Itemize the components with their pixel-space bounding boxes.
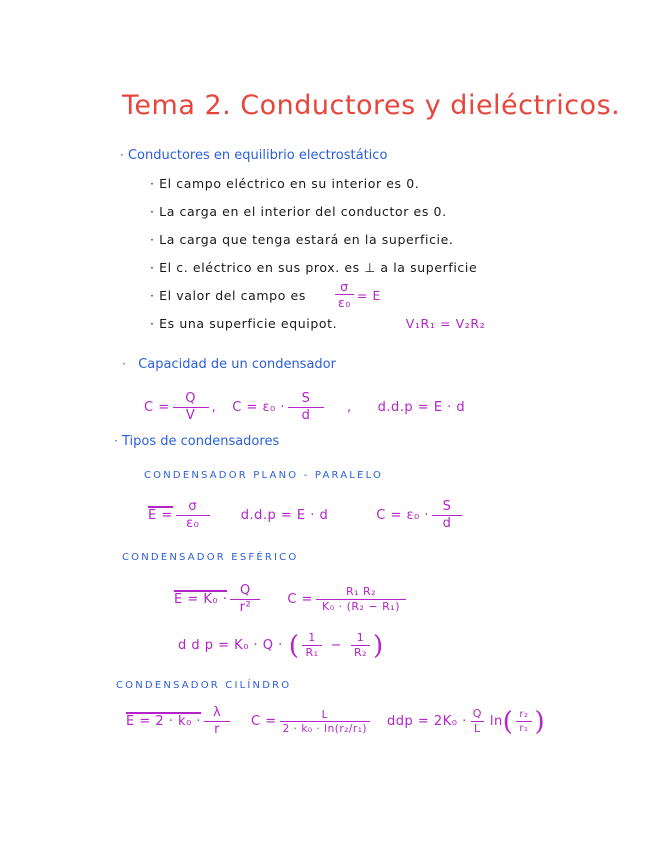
- formula-rest: = E: [356, 287, 382, 303]
- formula-numerator: Q: [240, 583, 251, 598]
- formula-numerator: r₂: [519, 709, 529, 721]
- formula-separator: ,: [347, 400, 352, 416]
- formula-denominator: K₀ · (R₂ − R₁): [316, 599, 406, 614]
- item-text: El valor del campo es: [159, 287, 306, 303]
- formula-lhs: C = ε₀ ·: [232, 400, 285, 416]
- paren-open: (: [502, 706, 514, 737]
- list-item: [150, 204, 447, 219]
- esferico-ddp: [178, 632, 384, 659]
- formula-numerator: λ: [212, 705, 222, 720]
- formula-minus: −: [330, 638, 342, 654]
- esferico-formulas: [174, 584, 409, 616]
- page-title: Tema 2. Conductores y dieléctricos.: [122, 90, 621, 121]
- formula-ln: ln: [489, 714, 503, 730]
- formula-numerator: Q: [185, 391, 196, 406]
- list-item: [150, 280, 381, 311]
- item-text: La carga que tenga estará en la superficie.: [159, 232, 454, 247]
- formula-denominator: r²: [230, 599, 260, 616]
- formula-denominator: r₁: [516, 721, 531, 735]
- list-item: [150, 232, 454, 247]
- formula-denominator: V: [173, 407, 209, 424]
- formula-numerator: S: [301, 391, 311, 406]
- formula-numerator: S: [442, 499, 452, 514]
- bullet: ·: [150, 260, 155, 275]
- ddp-formula: d.d.p = E · d: [240, 508, 329, 524]
- section-heading: Capacidad de un condensador: [138, 357, 336, 372]
- bullet: ·: [150, 287, 155, 303]
- formula-lhs: ddp = 2K₀ ·: [387, 714, 467, 730]
- bullet: ·: [150, 316, 155, 331]
- formula-denominator: R₂: [351, 645, 370, 660]
- capacidad-formulas: [144, 392, 465, 424]
- formula-denominator: d: [288, 407, 324, 424]
- bullet: ·: [150, 204, 155, 219]
- label-cilindro: CONDENSADOR CILÍNDRO: [116, 680, 292, 691]
- formula-numerator: R₁ R₂: [345, 585, 377, 599]
- item-text: La carga en el interior del conductor es 0.: [159, 204, 447, 219]
- formula-denominator: R₁: [302, 645, 321, 660]
- list-item: [150, 316, 485, 331]
- plano-formulas: [148, 500, 465, 532]
- formula-denominator: ε₀: [335, 294, 354, 310]
- item-text: Es una superficie equipot.: [159, 316, 338, 331]
- bullet: ·: [114, 434, 118, 448]
- section-heading: Tipos de condensadores: [121, 434, 280, 449]
- formula-numerator: 1: [308, 631, 316, 644]
- formula-denominator: ε₀: [176, 515, 210, 532]
- ddp-formula: d.d.p = E · d: [377, 400, 466, 416]
- section-heading: Conductores en equilibrio electrostático: [127, 148, 388, 163]
- formula-lhs: E =: [148, 508, 173, 524]
- formula-lhs: C =: [251, 714, 277, 730]
- formula-lhs: C = ε₀ ·: [376, 508, 430, 524]
- list-item: [150, 260, 477, 275]
- formula-numerator: σ: [340, 279, 349, 294]
- paren-close: ): [373, 630, 384, 661]
- formula-lhs: E = 2 · k₀ ·: [126, 714, 202, 730]
- bullet: ·: [150, 232, 155, 247]
- formula-comma: ,: [211, 400, 217, 416]
- bullet: ·: [122, 357, 126, 371]
- formula-lhs: E = K₀ ·: [174, 592, 228, 608]
- formula-denominator: r: [204, 721, 230, 738]
- formula-denominator: d: [432, 515, 462, 532]
- formula-numerator: σ: [188, 499, 198, 514]
- item-text: El c. eléctrico en sus prox. es ⊥ a la superficie: [159, 260, 478, 275]
- label-esferico: CONDENSADOR ESFÉRICO: [122, 552, 299, 563]
- section-capacidad: [122, 357, 336, 372]
- label-plano-paralelo: CONDENSADOR PLANO - PARALELO: [144, 470, 384, 481]
- formula-lhs: C =: [144, 400, 170, 416]
- formula-lhs: C =: [287, 592, 313, 608]
- bullet: ·: [120, 148, 124, 162]
- field-formula: [332, 280, 381, 311]
- section-tipos: [114, 434, 279, 449]
- formula-numerator: L: [321, 708, 329, 721]
- list-item: [150, 176, 419, 191]
- formula-lhs: d d p = K₀ · Q ·: [178, 638, 283, 654]
- equipot-formula: V₁R₁ = V₂R₂: [405, 316, 486, 331]
- cilindro-formulas: [126, 706, 545, 738]
- formula-denominator: 2 · k₀ · ln(r₂/r₁): [280, 721, 370, 735]
- formula-numerator: 1: [356, 631, 365, 644]
- formula-denominator: L: [471, 721, 484, 736]
- bullet: ·: [150, 176, 155, 191]
- paren-close: ): [534, 706, 546, 737]
- item-text: El campo eléctrico en su interior es 0.: [159, 176, 420, 191]
- section-conductores: [120, 148, 387, 163]
- formula-numerator: Q: [472, 707, 482, 721]
- paren-open: (: [288, 630, 300, 661]
